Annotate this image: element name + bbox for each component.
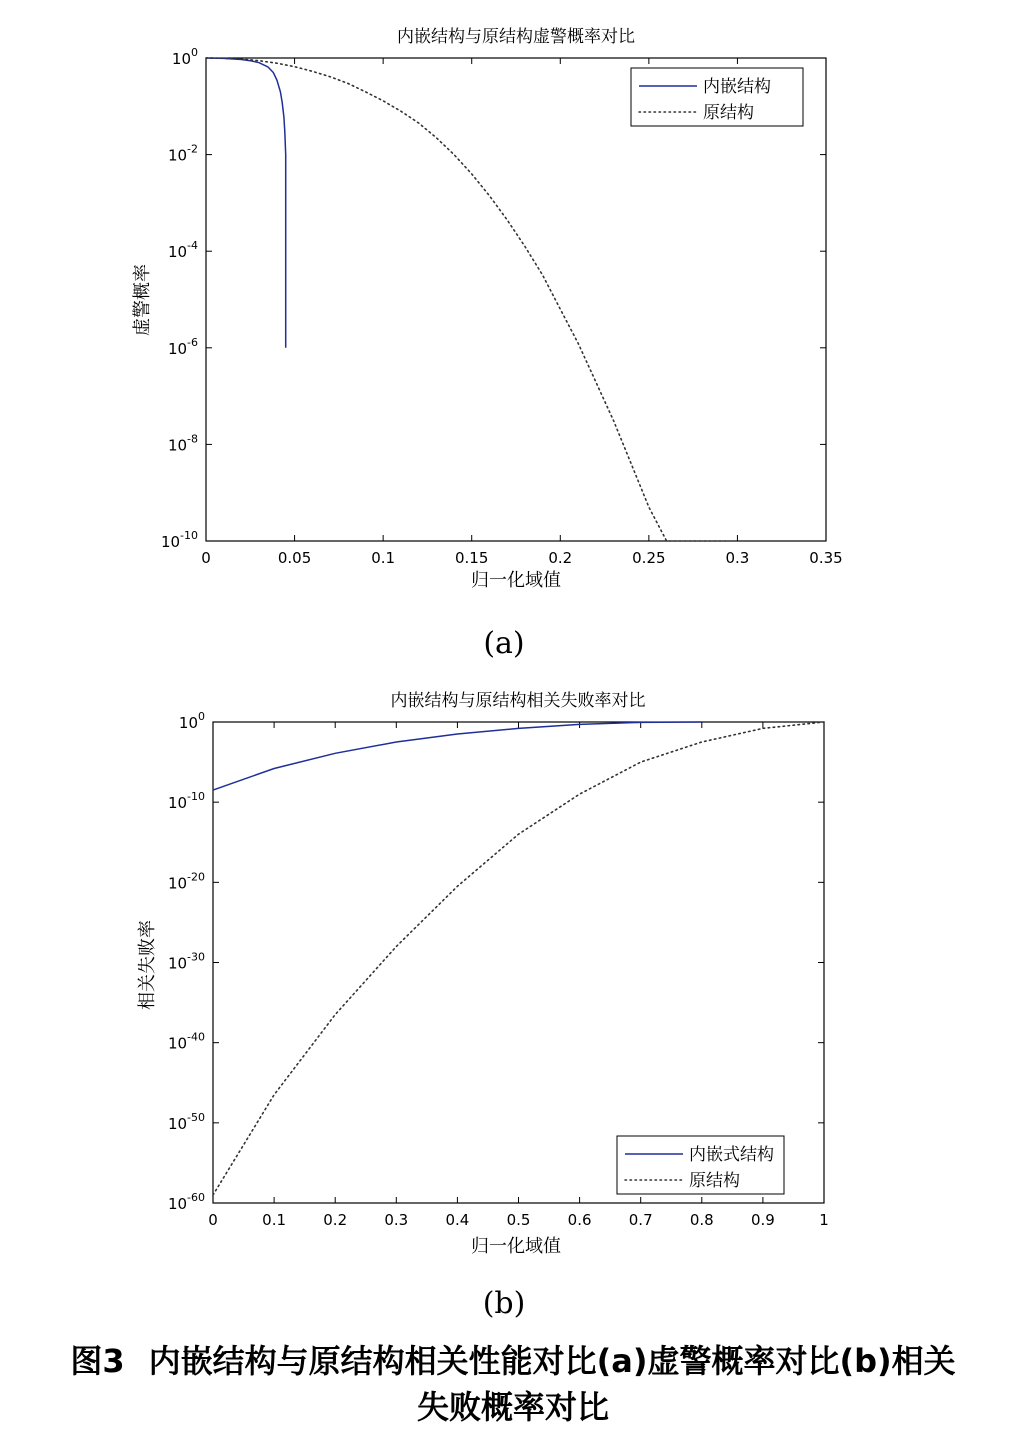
- chartB-x-tick-label: 0.8: [689, 1211, 714, 1229]
- chartA-x-tick-label: 0.05: [277, 549, 312, 567]
- chartB-x-tick-label: 0.1: [262, 1211, 287, 1229]
- chartA-x-tick-label: 0.15: [455, 549, 489, 567]
- chartB-y-tick-label: $10^{-50}$: [167, 1110, 205, 1133]
- caption-figure-number: 图3: [70, 1342, 125, 1380]
- chartB-y-tick-label: $10^{-20}$: [167, 870, 205, 893]
- chart-a: [131, 26, 843, 591]
- chartB-y-tick-label: $10^{-40}$: [167, 1030, 205, 1053]
- chartB-x-tick-label: 0.4: [445, 1211, 470, 1229]
- chartA-x-tick-label: 0: [201, 549, 211, 567]
- chartA-x-tick-label: 0.3: [725, 549, 750, 567]
- caption-text-1: 内嵌结构与原结构相关性能对比(a)虚警概率对比(b)相关: [148, 1342, 956, 1380]
- chartA-y-tick-label: $10^{-8}$: [167, 432, 198, 455]
- chartB-x-tick-label: 0.2: [323, 1211, 348, 1229]
- chartA-y-tick-label: $10^{-10}$: [160, 529, 198, 551]
- chartB-x-tick-label: 1: [819, 1211, 829, 1229]
- chartA-x-tick-label: 0.25: [632, 549, 666, 567]
- chartB-x-tick-label: 0.5: [506, 1211, 531, 1229]
- subfigure-b-label: (b): [482, 1286, 526, 1321]
- chartB-y-tick-label: $10^{-10}$: [167, 790, 205, 813]
- chartA-x-tick-label: 0.1: [371, 549, 396, 567]
- chartA-y-tick-label: $10^{-2}$: [167, 142, 198, 165]
- chart-a-title: 内嵌结构与原结构虚警概率对比: [397, 27, 635, 47]
- chart-a-x-axis-label: 归一化域值: [471, 570, 561, 591]
- caption-line-1: [0, 1338, 1026, 1384]
- chart-b-x-axis-label: 归一化域值: [471, 1236, 561, 1257]
- chart-b-y-axis-label: 相关失败率: [137, 920, 158, 1010]
- chart-a-legend: [631, 68, 803, 126]
- chartB-legend-label-2: 原结构: [689, 1171, 740, 1191]
- figure-caption: [0, 1338, 1026, 1430]
- chartB-x-tick-label: 0.7: [628, 1211, 653, 1229]
- chartA-y-tick-label: $10^{-4}$: [167, 239, 198, 262]
- chart-a-y-axis-label: 虚警概率: [132, 264, 153, 336]
- caption-line-2: 失败概率对比: [416, 1388, 609, 1426]
- subfigure-a-label: (a): [483, 626, 525, 661]
- chart-b-legend: [617, 1136, 784, 1194]
- chartA-x-tick-label: 0.2: [548, 549, 573, 567]
- chartB-x-tick-label: 0: [208, 1211, 218, 1229]
- chartA-legend-label-2: 原结构: [703, 103, 754, 123]
- chart-b: [137, 691, 829, 1257]
- chartB-y-tick-label: $10^{-30}$: [167, 950, 205, 973]
- chart-b-plot-area: [213, 722, 824, 1203]
- chartB-x-tick-label: 0.3: [384, 1211, 409, 1229]
- chartA-y-tick-label: $10^{-6}$: [167, 335, 198, 358]
- chart-b-title: 内嵌结构与原结构相关失败率对比: [390, 691, 646, 711]
- chartB-x-tick-label: 0.6: [567, 1211, 592, 1229]
- chartA-legend-label-1: 内嵌结构: [703, 77, 771, 97]
- chartB-y-tick-label: $10^{-60}$: [167, 1191, 205, 1213]
- chart-a-plot-area: [206, 58, 826, 541]
- chartA-y-tick-label: $10^0$: [171, 46, 198, 68]
- chartB-legend-label-1: 内嵌式结构: [689, 1145, 774, 1165]
- chartA-x-tick-label: 0.35: [809, 549, 843, 567]
- chartB-x-tick-label: 0.9: [750, 1211, 775, 1229]
- chartB-y-tick-label: $10^0$: [178, 710, 205, 732]
